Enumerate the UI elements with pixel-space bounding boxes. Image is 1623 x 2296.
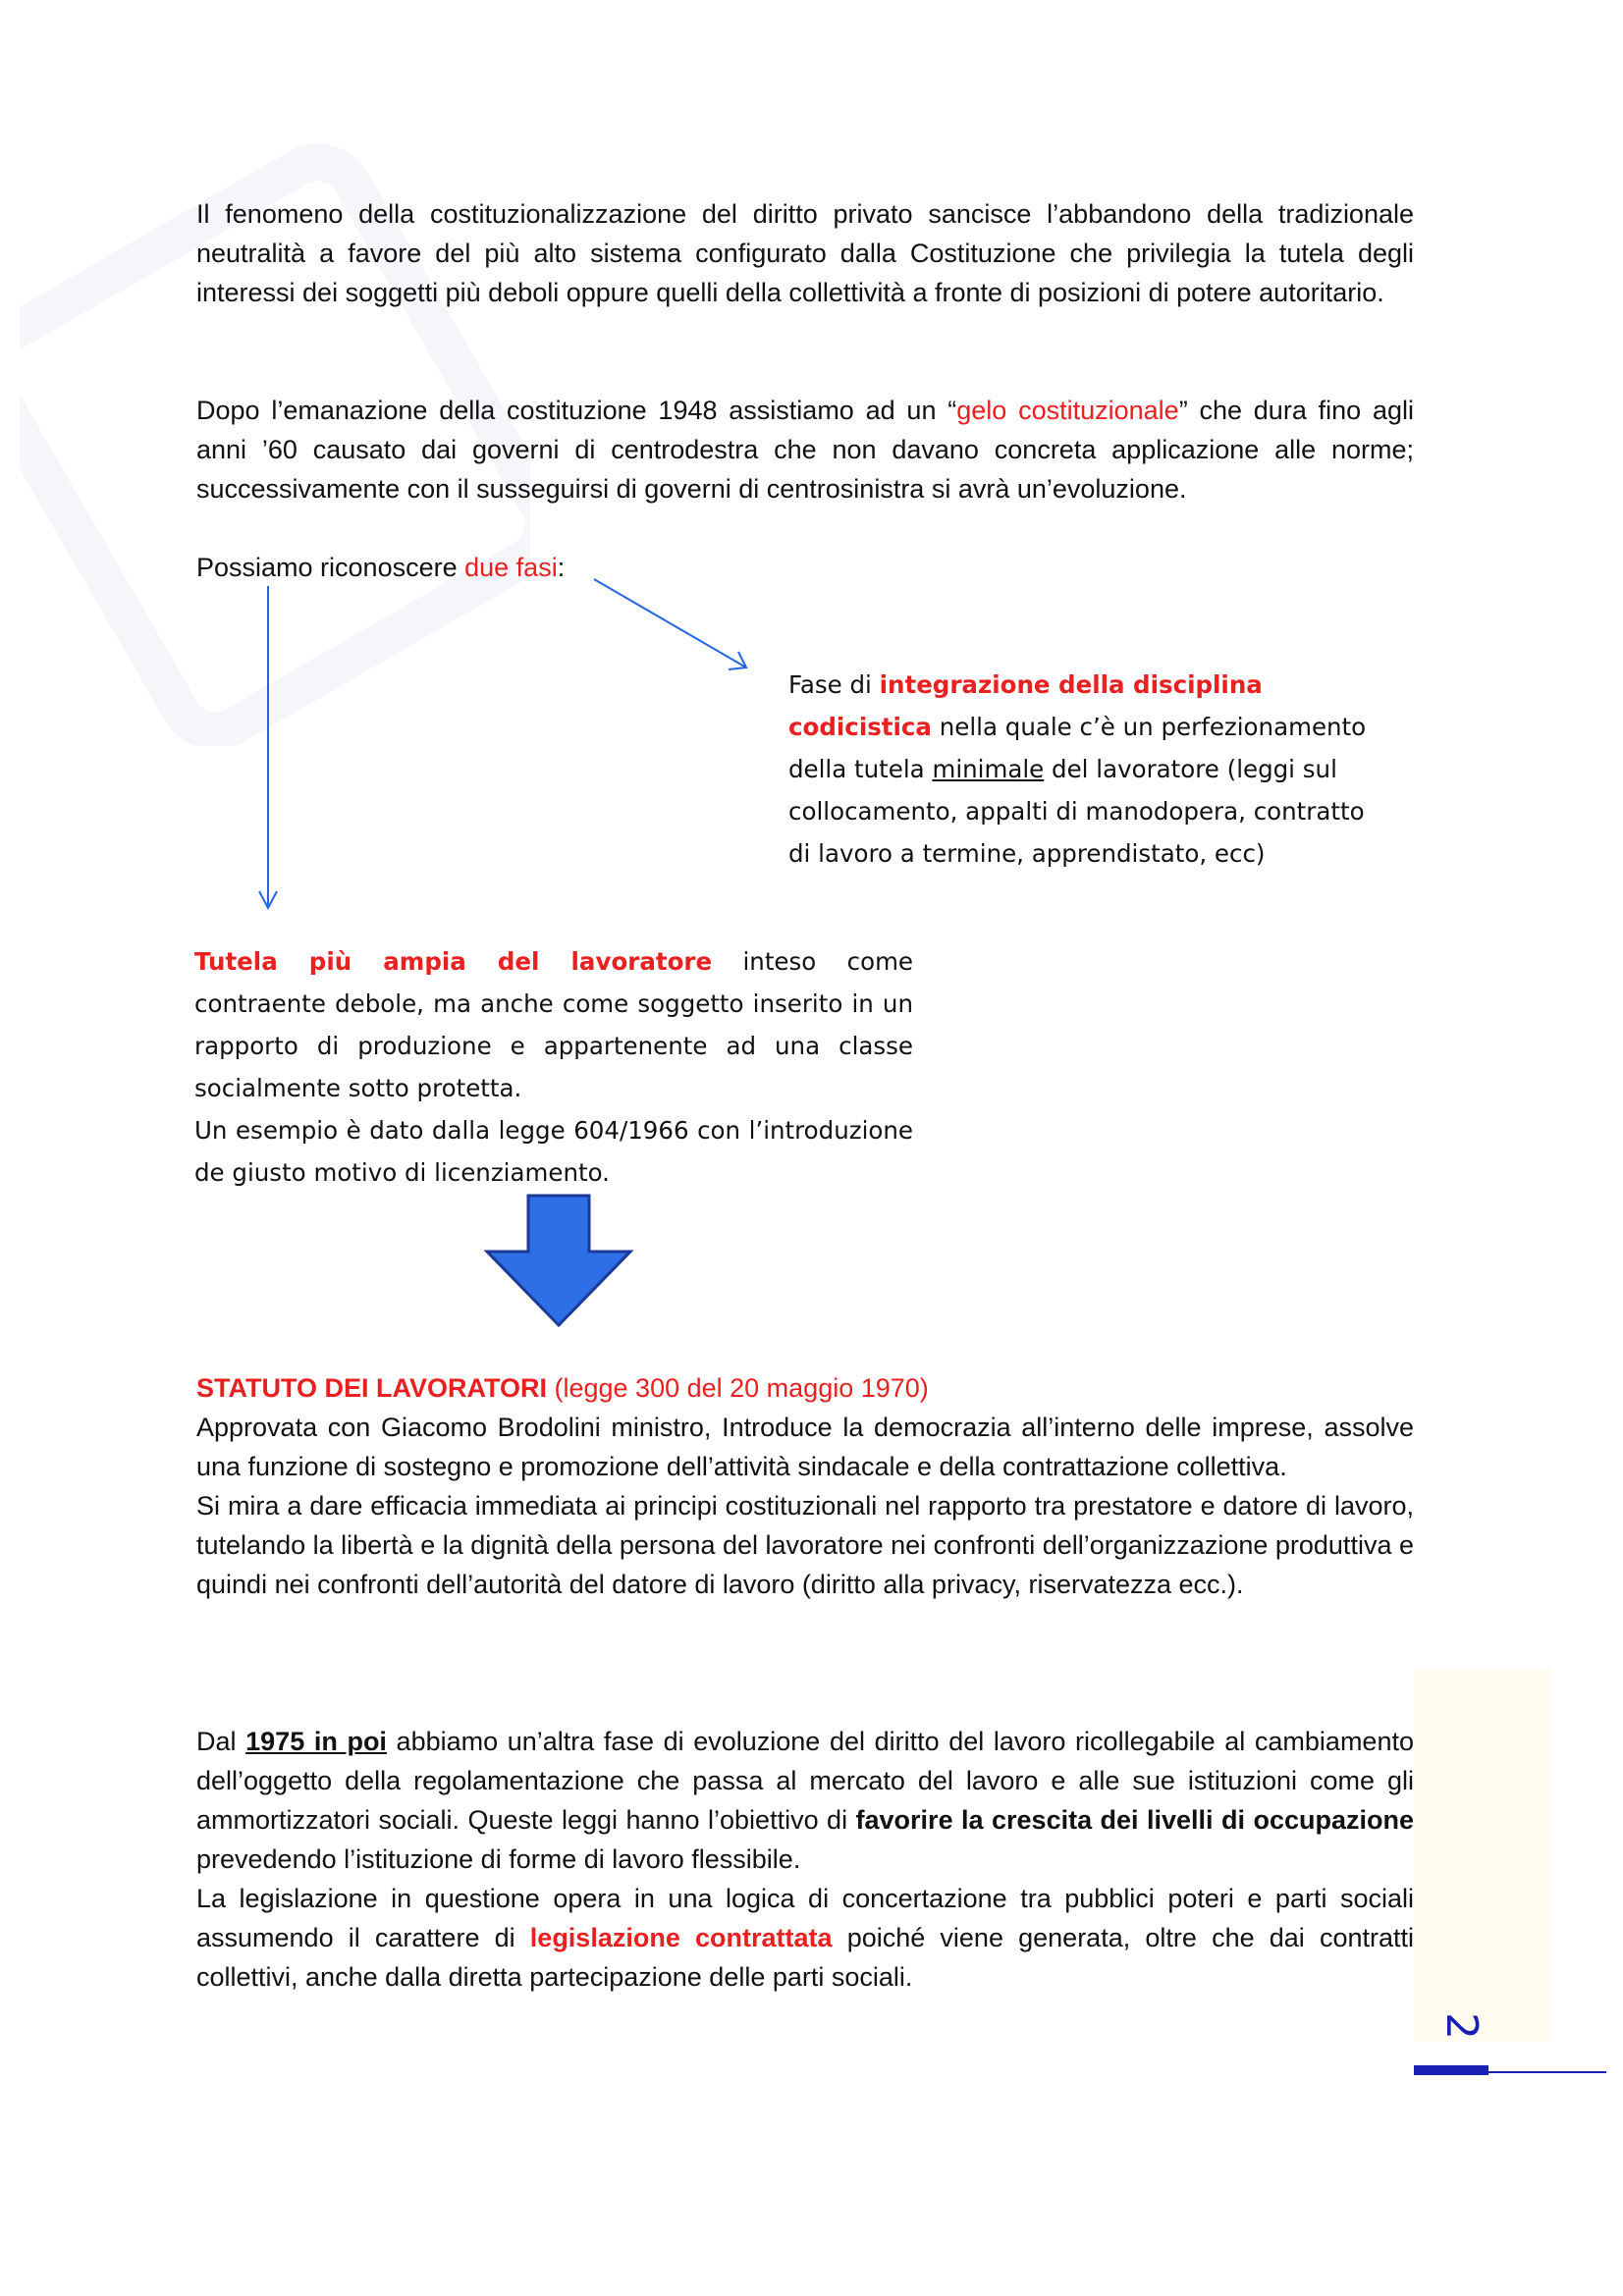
page-number: 2 <box>1436 2012 1487 2040</box>
statuto-title: STATUTO DEI LAVORATORI <box>196 1373 547 1403</box>
statuto-section: STATUTO DEI LAVORATORI (legge 300 del 20 maggio 1970) Approvata con Giacomo Brodolini ministro, Introduce la democrazia all’interno delle imprese, assolve una funzione di sostegno e promozione dell’attività sindacale e della contrattazione collettiva. Si mira a dare efficacia immediata ai principi costituzionali nel rapporto tra prestatore e datore di lavoro, tutelando la libertà e la dignità della persona del lavoratore nei confronti dell’organizzazione produttiva e quindi nei confronti dell’autorità del datore di lavoro (diritto alla privacy, riservatezza ecc.). <box>196 1373 1414 1599</box>
due-fasi-highlight: due fasi <box>464 553 558 582</box>
big-down-arrow <box>487 1196 630 1325</box>
arrow-to-left-phase <box>259 586 277 908</box>
side-tab <box>1414 1669 1551 2042</box>
phase-tutela: Tutela più ampia del lavoratore inteso come contraente debole, ma anche come soggetto inserito in un rapporto di produzione e appartenente ad una classe socialmente sotto protetta. Un esempio è dato dalla legge 604/1966 con l’introduzione de giusto motivo di licenziamento. <box>194 947 914 1187</box>
gelo-highlight: gelo costituzionale <box>956 396 1179 425</box>
footer-line <box>1414 2071 1606 2073</box>
tutela-highlight: Tutela più ampia del lavoratore <box>194 947 713 976</box>
statuto-subtitle: (legge 300 del 20 maggio 1970) <box>547 1373 929 1403</box>
minimale-underlined: minimale <box>932 755 1045 783</box>
footer-accent <box>1414 2065 1488 2075</box>
arrow-to-right-phase <box>594 579 746 669</box>
phase-integrazione: Fase di integrazione della disciplina codicistica nella quale c’è un perfezionamento della tutela minimale del lavoratore (leggi sul collocamento, appalti di manodopera, contratto di lavoro a termine, apprendistato, ecc) <box>788 670 1367 868</box>
paragraph-1975: Dal 1975 in poi abbiamo un’altra fase di evoluzione del diritto del lavoro ricollegabile al cambiamento dell’oggetto della regolamentazione che passa al mercato del lavoro e alle sue istituzioni come gli ammortizzatori sociali. Queste leggi hanno l’obiettivo di favorire la crescita dei livelli di occupazione prevedendo l’istituzione di forme di lavoro flessibile. La legislazione in questione opera in una logica di concertazione tra pubblici poteri e parti sociali assumendo il carattere di legislazione contrattata poiché viene generata, oltre che dai contratti collettivi, anche dalla diretta partecipazione delle parti sociali. <box>196 1727 1415 1992</box>
legislazione-contrattata: legislazione contrattata <box>529 1923 833 1952</box>
integrazione-highlight: integrazione della disciplina codicistica <box>788 670 1263 741</box>
intro-paragraph: Il fenomeno della costituzionalizzazione del diritto privato sancisce l’abbandono della tradizionale neutralità a favore del più alto sistema configurato dalla Costituzione che privilegia la tutela degli interessi dei soggetti più deboli oppure quelli della collettività a fronte di posizioni di potere autoritario. <box>196 199 1414 307</box>
occupazione-bold: favorire la crescita dei livelli di occupazione <box>855 1805 1415 1835</box>
year-1975: 1975 in poi <box>245 1727 387 1756</box>
gelo-paragraph: Dopo l’emanazione della costituzione 1948 assistiamo ad un “gelo costituzionale” che dura fino agli anni ’60 causato dai governi di centrodestra che non davano concreta applicazione alle norme; successivamente con il susseguirsi di governi di centrosinistra si avrà un’evoluzione. <box>196 396 1414 504</box>
due-fasi-line: Possiamo riconoscere due fasi: <box>196 553 566 582</box>
